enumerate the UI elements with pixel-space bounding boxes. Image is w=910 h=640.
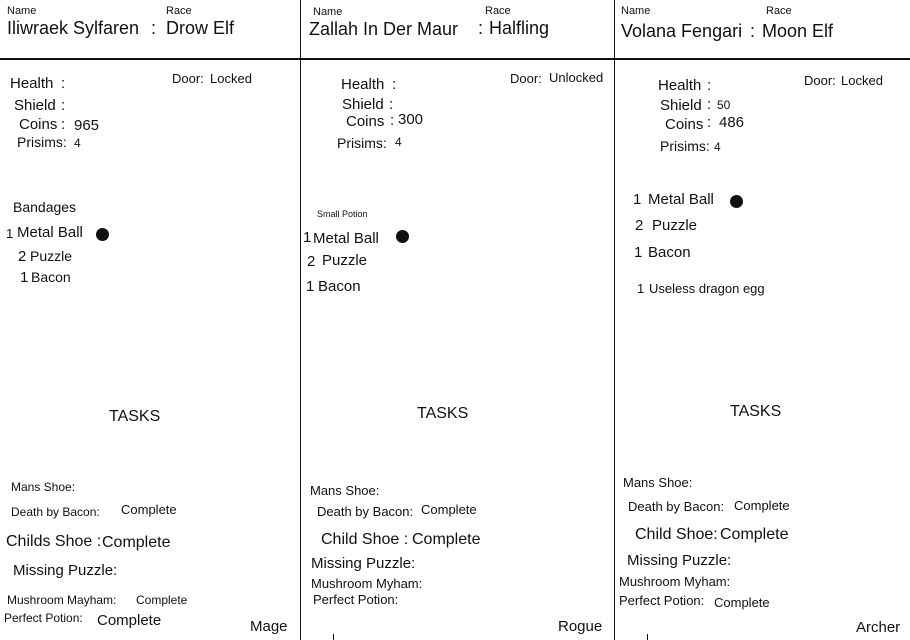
bottom-tick xyxy=(647,634,648,640)
task-status: Complete xyxy=(421,502,477,517)
item-qty: 2 xyxy=(307,253,316,270)
item-label: Puzzle xyxy=(652,217,698,234)
item-label: Bacon xyxy=(648,244,691,261)
task-status: Complete xyxy=(714,595,770,610)
name-race-colon: : xyxy=(151,18,157,38)
task-label: Child Shoe : xyxy=(321,531,409,548)
health-label: Health xyxy=(658,77,702,94)
shield-colon: : xyxy=(61,97,66,114)
race-label: Race xyxy=(766,5,792,17)
coins-colon: : xyxy=(61,116,66,133)
shield-label: Shield xyxy=(14,97,56,114)
task-label: Mans Shoe: xyxy=(310,483,380,498)
name-label: Name xyxy=(7,5,37,17)
task-status: Complete xyxy=(97,612,162,629)
health-label: Health xyxy=(10,75,54,92)
character-class: Rogue xyxy=(558,618,603,635)
item-label: Puzzle xyxy=(322,252,368,269)
prisms-label: Prisims: xyxy=(660,138,710,154)
shield-label: Shield xyxy=(660,97,702,114)
character-class: Mage xyxy=(250,618,288,635)
task-label: Missing Puzzle: xyxy=(311,555,416,572)
coins-value: 486 xyxy=(719,114,745,131)
character-race: Drow Elf xyxy=(166,18,235,38)
task-label: Child Shoe: xyxy=(635,526,718,543)
task-label: Perfect Potion: xyxy=(4,611,83,625)
item-qty: 1 xyxy=(634,244,643,261)
metal-ball-icon xyxy=(396,230,409,243)
character-name: Zallah In Der Maur xyxy=(309,19,459,39)
item-label: Bacon xyxy=(318,278,361,295)
door-label: Door: xyxy=(804,73,836,88)
door-label: Door: xyxy=(510,71,542,86)
task-status: Complete xyxy=(102,534,171,551)
coins-value: 300 xyxy=(398,111,424,128)
item-qty: 1 xyxy=(303,229,312,246)
prisms-value: 4 xyxy=(395,135,402,149)
task-label: Death by Bacon: xyxy=(628,499,725,514)
metal-ball-icon xyxy=(730,195,743,208)
item-small-potion: Small Potion xyxy=(317,209,368,219)
health-label: Health xyxy=(341,76,385,93)
tasks-title: TASKS xyxy=(109,408,161,425)
health-colon: : xyxy=(61,75,66,92)
task-label: Mushroom Mayham: xyxy=(7,593,117,607)
door-status: Locked xyxy=(210,71,252,86)
item-qty: 1 xyxy=(6,226,14,241)
prisms-value: 4 xyxy=(714,140,721,154)
coins-label: Coins xyxy=(19,116,58,133)
task-label: Mans Shoe: xyxy=(623,475,693,490)
character-name: Iliwraek Sylfaren xyxy=(7,18,140,38)
header-divider xyxy=(0,58,910,60)
name-race-colon: : xyxy=(750,21,756,41)
item-qty: 2 xyxy=(18,248,27,265)
name-label: Name xyxy=(621,5,651,17)
prisms-value: 4 xyxy=(74,136,81,150)
coins-label: Coins xyxy=(346,113,385,130)
column-divider-2 xyxy=(614,0,615,640)
task-label: Mans Shoe: xyxy=(11,480,76,494)
task-label: Death by Bacon: xyxy=(11,505,100,519)
item-label: Metal Ball xyxy=(648,191,714,208)
shield-colon: : xyxy=(707,96,712,113)
coins-value: 965 xyxy=(74,117,100,134)
character-name: Volana Fengari xyxy=(621,21,743,41)
coins-colon: : xyxy=(707,114,712,131)
prisms-label: Prisims: xyxy=(17,134,67,150)
character-class: Archer xyxy=(856,619,901,636)
task-status: Complete xyxy=(121,502,177,517)
task-label: Mushroom Myham: xyxy=(619,574,731,589)
task-status: Complete xyxy=(720,526,789,543)
character-race: Halfling xyxy=(489,18,550,38)
health-colon: : xyxy=(392,76,397,93)
task-label: Perfect Potion: xyxy=(619,593,705,608)
task-label: Missing Puzzle: xyxy=(627,552,732,569)
task-status: Complete xyxy=(136,593,188,607)
task-label: Perfect Potion: xyxy=(313,592,399,607)
shield-value: 50 xyxy=(717,98,731,112)
item-label: Useless dragon egg xyxy=(649,281,765,296)
item-label: Metal Ball xyxy=(17,224,83,241)
race-label: Race xyxy=(485,5,511,17)
name-label: Name xyxy=(313,6,343,18)
item-label: Bacon xyxy=(31,269,71,285)
health-colon: : xyxy=(707,77,712,94)
tasks-title: TASKS xyxy=(417,405,469,422)
metal-ball-icon xyxy=(96,228,109,241)
tasks-title: TASKS xyxy=(730,403,782,420)
item-qty: 1 xyxy=(20,269,29,286)
bottom-tick xyxy=(333,634,334,640)
name-race-colon: : xyxy=(478,18,484,38)
task-status: Complete xyxy=(734,498,790,513)
task-label: Death by Bacon: xyxy=(317,504,414,519)
column-divider-1 xyxy=(300,0,301,640)
task-label: Missing Puzzle: xyxy=(13,562,118,579)
item-qty: 2 xyxy=(635,217,644,234)
door-status: Unlocked xyxy=(549,70,604,85)
item-label: Metal Ball xyxy=(313,230,379,247)
item-bandages: Bandages xyxy=(13,199,77,215)
race-label: Race xyxy=(166,5,192,17)
coins-label: Coins xyxy=(665,116,704,133)
door-label: Door: xyxy=(172,71,204,86)
task-label: Mushroom Myham: xyxy=(311,576,423,591)
character-race: Moon Elf xyxy=(762,21,834,41)
item-qty: 1 xyxy=(637,281,645,296)
door-status: Locked xyxy=(841,73,883,88)
task-label: Childs Shoe : xyxy=(6,533,102,550)
item-qty: 1 xyxy=(633,191,642,208)
coins-colon: : xyxy=(390,112,395,129)
item-qty: 1 xyxy=(306,278,315,295)
prisms-label: Prisims: xyxy=(337,135,387,151)
shield-label: Shield xyxy=(342,96,384,113)
task-status: Complete xyxy=(412,531,481,548)
item-label: Puzzle xyxy=(30,248,73,264)
shield-colon: : xyxy=(389,96,394,113)
